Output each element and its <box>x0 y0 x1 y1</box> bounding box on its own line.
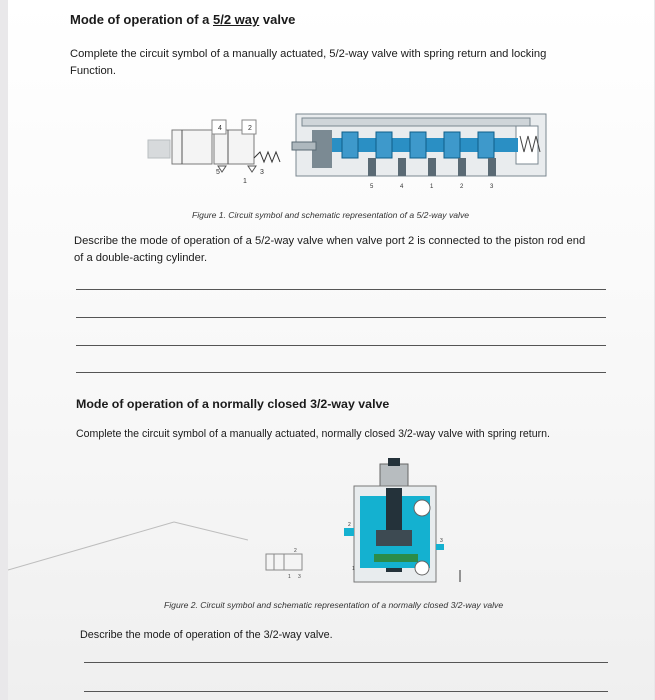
fig2-symbol-port-label: 3 <box>298 574 301 580</box>
section1-instruction-line1: Complete the circuit symbol of a manually actuated, 5/2-way valve with spring return and locking <box>70 48 547 60</box>
figure2-circuit-symbol <box>266 548 302 580</box>
fig1-symbol-port-label: 3 <box>260 169 264 176</box>
figure1-circuit-symbol <box>148 120 280 185</box>
section1-heading-underlined: 5/2 way <box>213 12 260 27</box>
fig1-schematic-port-label: 1 <box>430 184 434 190</box>
fig1-symbol-port-label: 5 <box>216 169 220 176</box>
figure2-drawing <box>256 458 476 586</box>
fig1-symbol-port-label: 1 <box>243 178 247 185</box>
fig1-schematic-port-label: 5 <box>370 184 374 190</box>
answer-line[interactable] <box>76 289 606 290</box>
fig1-symbol-port-label: 4 <box>218 125 222 132</box>
section2-instruction: Complete the circuit symbol of a manually actuated, normally closed 3/2-way valve with spring return. <box>76 428 550 440</box>
section1-instruction-line2: Function. <box>70 65 117 77</box>
paper-fold-lines <box>8 500 248 580</box>
answer-line[interactable] <box>84 691 608 692</box>
figure2-schematic <box>344 458 460 582</box>
fig1-schematic-port-label: 2 <box>460 184 464 190</box>
section1-heading-suffix: valve <box>259 12 296 27</box>
figure1-drawing <box>136 96 576 206</box>
section1-question-line1: Describe the mode of operation of a 5/2-way valve when valve port 2 is connected to the piston rod end <box>74 235 586 247</box>
fig2-schematic-port-label: 1 <box>352 566 355 572</box>
fig2-schematic-port-label: 2 <box>348 522 351 528</box>
figure1-caption: Figure 1. Circuit symbol and schematic representation of a 5/2-way valve <box>192 210 470 220</box>
fig1-symbol-port-label: 2 <box>248 125 252 132</box>
fig1-schematic-port-label: 3 <box>490 184 494 190</box>
fig1-schematic-port-label: 4 <box>400 184 404 190</box>
section1-heading-prefix: Mode of operation of a <box>70 12 213 27</box>
worksheet-page <box>8 0 654 700</box>
answer-line[interactable] <box>76 372 606 373</box>
figure2-caption: Figure 2. Circuit symbol and schematic representation of a normally closed 3/2-way valve <box>164 600 504 610</box>
fig2-symbol-port-label: 1 <box>288 574 291 580</box>
section1-heading <box>70 12 295 27</box>
section2-heading: Mode of operation of a normally closed 3/2-way valve <box>76 397 390 411</box>
answer-line[interactable] <box>84 662 608 663</box>
section1-question-line2: of a double-acting cylinder. <box>74 252 208 264</box>
fig2-schematic-port-label: 3 <box>440 538 443 544</box>
answer-line[interactable] <box>76 345 606 346</box>
section2-question: Describe the mode of operation of the 3/2-way valve. <box>80 629 333 641</box>
fig2-symbol-port-label: 2 <box>294 548 297 554</box>
answer-line[interactable] <box>76 317 606 318</box>
figure1-schematic <box>292 114 546 190</box>
